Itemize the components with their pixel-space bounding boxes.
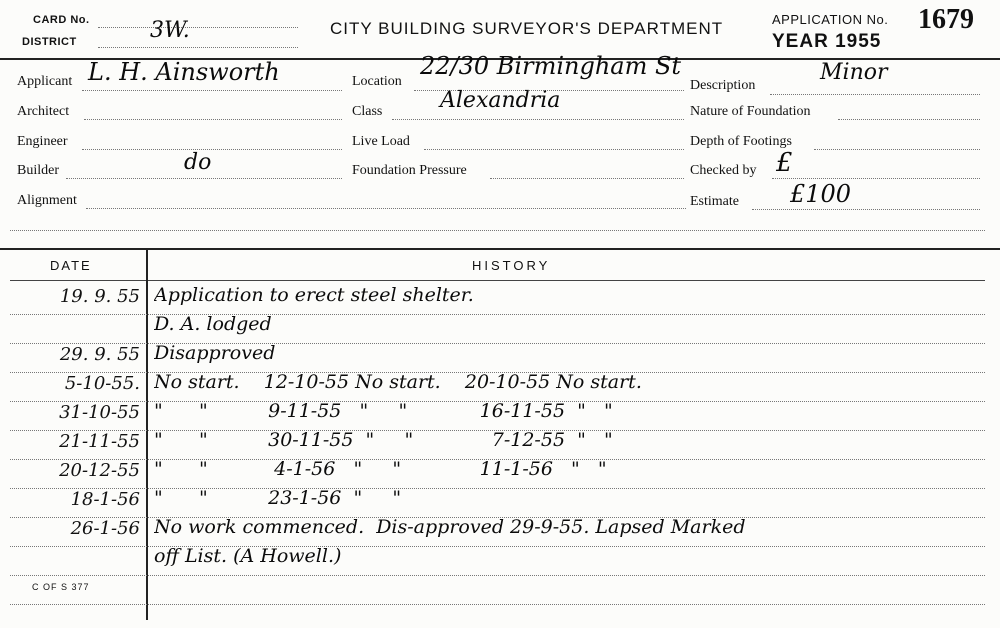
history-date: 29. 9. 55: [59, 344, 140, 365]
nature-of-foundation-label: Nature of Foundation: [690, 104, 811, 119]
history-date: 31-10-55: [59, 402, 140, 423]
history-entry: " " 30-11-55 " " 7-12-55 " ": [154, 429, 613, 451]
card-no-line: [98, 27, 298, 28]
history-entry: No work commenced. Dis-approved 29-9-55. Lapsed Marked: [154, 516, 746, 538]
history-top-rule: [0, 248, 1000, 250]
alignment-label: Alignment: [17, 193, 77, 208]
applicant-label: Applicant: [17, 74, 73, 89]
district-value: 3W.: [150, 18, 190, 43]
department-title: CITY BUILDING SURVEYOR'S DEPARTMENT: [330, 19, 724, 38]
location-label: Location: [352, 74, 402, 89]
history-date: 5-10-55.: [64, 373, 140, 394]
history-date: 18-1-56: [70, 489, 140, 510]
history-entry: " " 23-1-56 " ": [154, 487, 402, 509]
applicant-value: L. H. Ainsworth: [88, 58, 280, 86]
class-value: Alexandria: [440, 88, 561, 113]
architect-label: Architect: [17, 104, 70, 119]
history-date: 21-11-55: [59, 431, 140, 452]
estimate-value: £100: [790, 180, 852, 208]
history-entry: D. A. lodged: [154, 313, 272, 335]
date-history-divider: [146, 250, 148, 620]
history-rule-line: [10, 575, 985, 576]
history-date: 26-1-56: [70, 518, 140, 539]
history-header-rule: [10, 280, 985, 281]
estimate-label: Estimate: [690, 194, 739, 209]
history-entry: Disapproved: [154, 342, 276, 364]
history-column-header: HISTORY: [472, 258, 551, 273]
date-column-header: DATE: [50, 258, 92, 273]
engineer-label: Engineer: [17, 134, 68, 149]
history-entry: off List. (A Howell.): [154, 545, 342, 567]
class-label: Class: [352, 104, 383, 119]
description-line: [770, 94, 980, 95]
application-number: 1679: [918, 4, 974, 35]
description-value: Minor: [820, 60, 888, 85]
history-date: 19. 9. 55: [59, 286, 140, 307]
district-label: DISTRICT: [22, 36, 77, 48]
live-load-label: Live Load: [352, 134, 410, 149]
form-code: C OF S 377: [32, 582, 90, 592]
alignment-line: [86, 208, 686, 209]
depth-of-footings-label: Depth of Footings: [690, 134, 792, 149]
builder-value: do: [184, 150, 212, 175]
class-line: [392, 119, 684, 120]
applicant-line: [82, 90, 342, 91]
history-entry: " " 4-1-56 " " 11-1-56 " ": [154, 458, 607, 480]
nature-line: [838, 119, 980, 120]
builder-label: Builder: [17, 163, 59, 178]
district-line: [98, 47, 298, 48]
checked-by-value: £: [776, 148, 793, 178]
history-date: 20-12-55: [59, 460, 140, 481]
application-no-label: APPLICATION No.: [772, 12, 889, 27]
estimate-line: [752, 209, 980, 210]
foundation-pressure-label: Foundation Pressure: [352, 163, 467, 178]
history-entry: Application to erect steel shelter.: [154, 284, 474, 306]
depth-line: [814, 149, 980, 150]
description-label: Description: [690, 78, 756, 93]
foundation-pressure-line: [490, 178, 684, 179]
year-label: YEAR 1955: [772, 31, 882, 52]
history-entry: " " 9-11-55 " " 16-11-55 " ": [154, 400, 613, 422]
checked-by-label: Checked by: [690, 163, 757, 178]
history-rule-line: [10, 604, 985, 605]
builder-line: [66, 178, 342, 179]
history-entry: No start. 12-10-55 No start. 20-10-55 No start.: [154, 371, 642, 393]
fields-blank-line: [10, 230, 985, 231]
checked-by-line: [772, 178, 980, 179]
live-load-line: [424, 149, 684, 150]
card-no-label: CARD No.: [33, 14, 90, 26]
engineer-line: [82, 149, 342, 150]
location-value: 22/30 Birmingham St: [420, 52, 682, 80]
architect-line: [84, 119, 342, 120]
